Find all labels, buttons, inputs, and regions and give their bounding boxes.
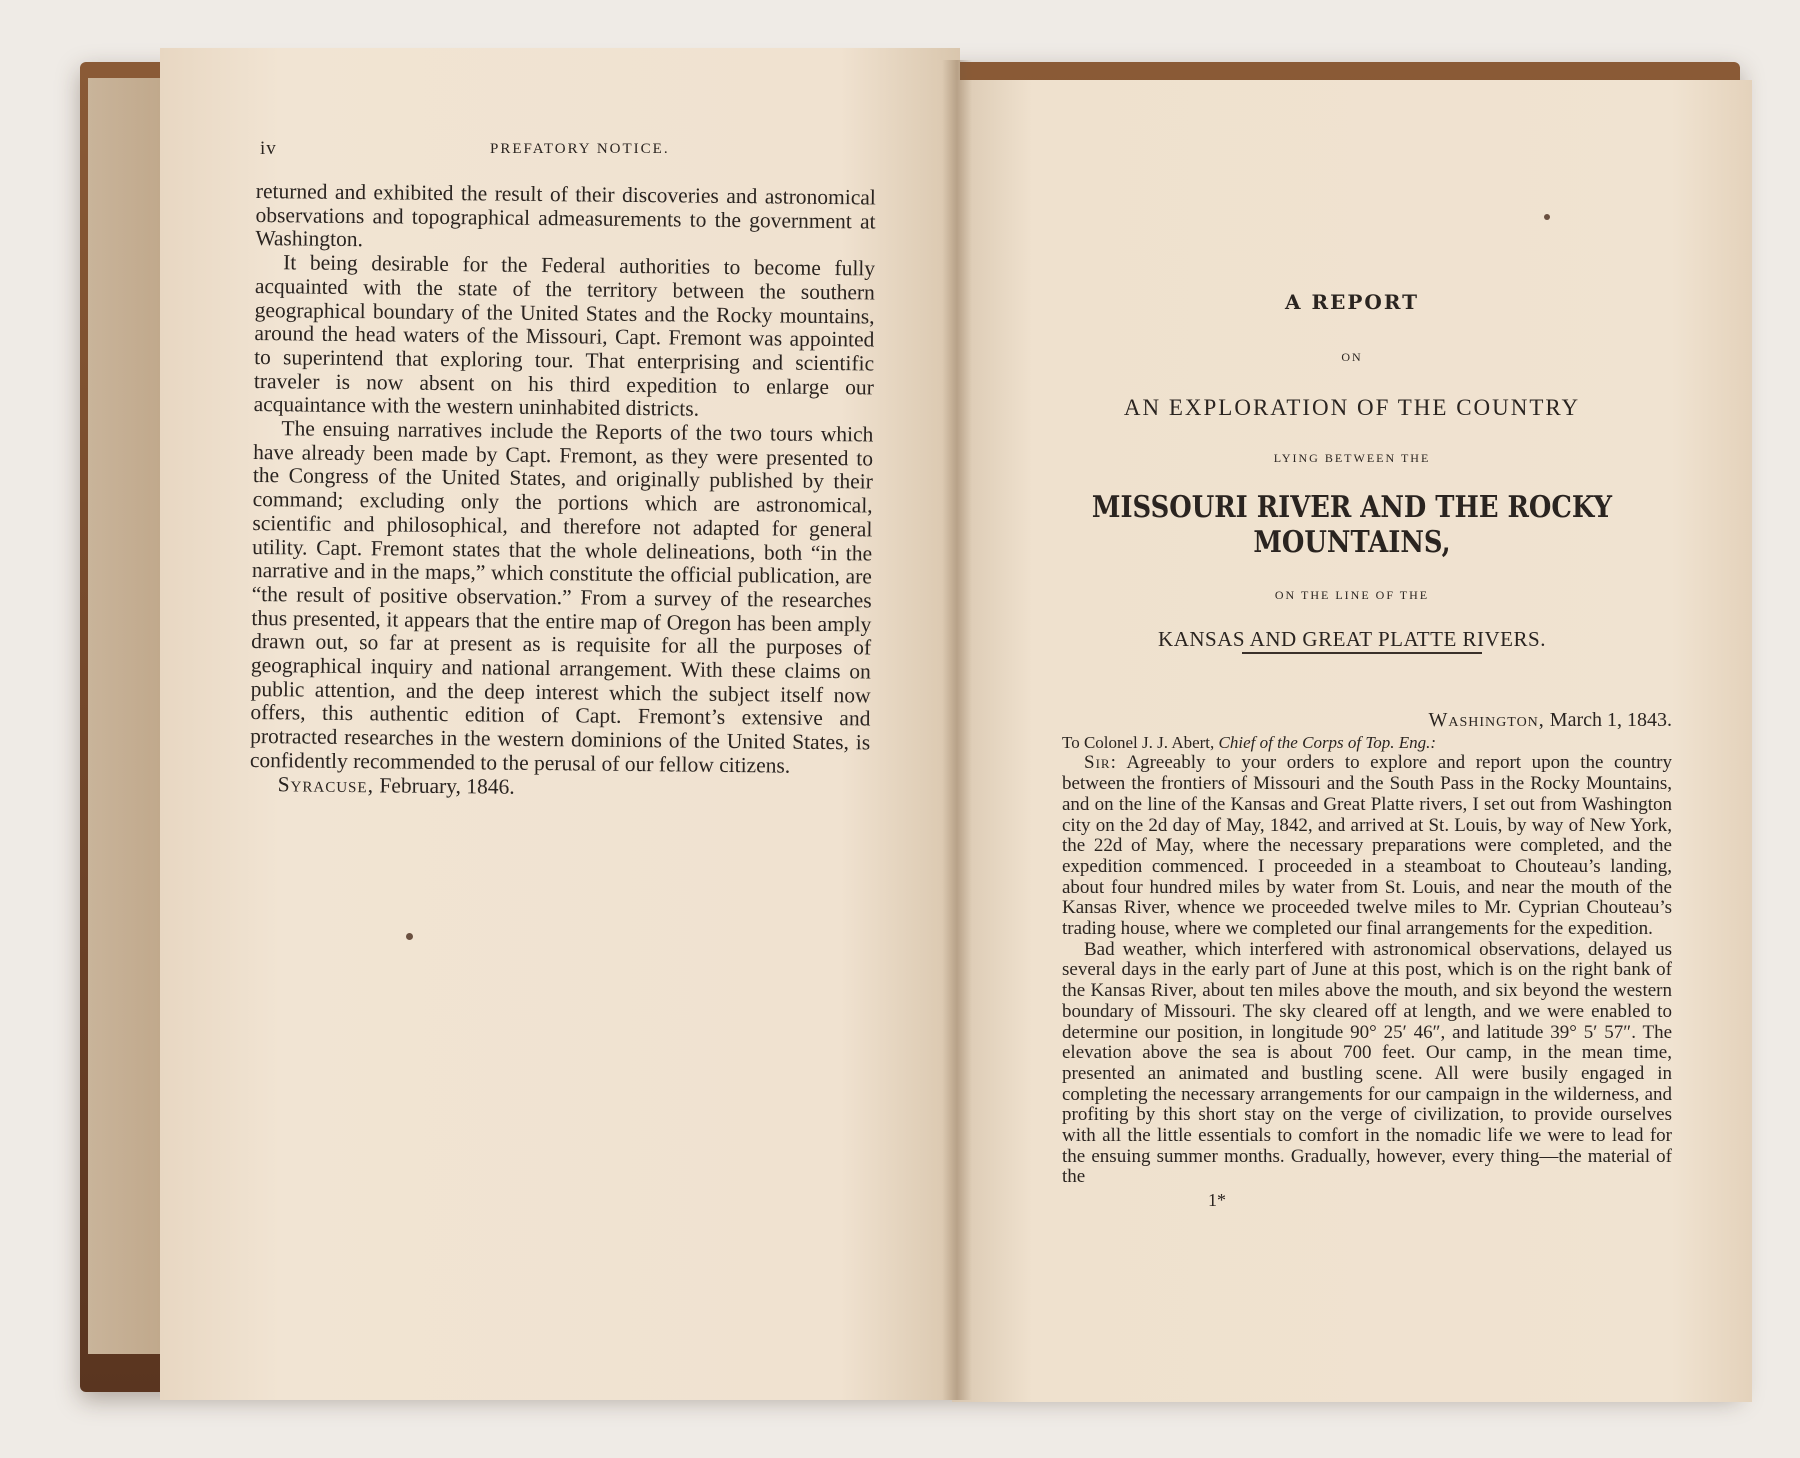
right-page (952, 80, 1752, 1402)
report-body (1062, 710, 1672, 1188)
ink-spot (1544, 214, 1550, 220)
dateline (1062, 710, 1672, 731)
left-page-header (260, 138, 880, 168)
title-page-block (952, 290, 1752, 652)
title-rule (1242, 652, 1482, 654)
paragraph-text: Agreeably to your orders to explore and report upon the country between the frontiers of Missouri and the South Pass in the Rocky Mountains, and on the line of the Kansas and Great Platte rivers, I set out from Washington city on the 2d day of May, 1842, and arrived at St. Louis, by way of New York, the 22d of May, where the necessary preparations were completed, and the expedition commenced. I proceeded in a steamboat to Chouteau’s landing, about four hundred miles by water from St. Louis, and near the mouth of the Kansas River, whence we proceeded twelve miles to Mr. Cyprian Chouteau’s trading house, where we completed our final arrangements for the expedition. (1062, 752, 1673, 940)
paragraph: It being desirable for the Federal authorities to become fully acquainted with the state of the territory between the southern geographical boundary of the United States and the Rocky mountains, around the head waters of the Missouri, Capt. Fremont was appointed to superintend that exploring tour. That enterprising and scientific traveler is now absent on his third expedition to enlarge our acquaintance with the western uninhabited districts. (253, 250, 876, 421)
title-on: ON (1341, 350, 1363, 364)
prefatory-notice-body (250, 180, 876, 803)
addressee (1062, 733, 1672, 754)
title-main: MISSOURI RIVER AND THE ROCKY MOUNTAINS, (1091, 490, 1613, 560)
signoff-place: Syracuse, (277, 771, 375, 797)
dateline-date: March 1, 1843. (1549, 709, 1672, 731)
salutation: Sir: (1084, 752, 1117, 774)
addressee-title: Chief of the Corps of Top. Eng.: (1218, 732, 1437, 752)
title-lying: LYING BETWEEN THE (1273, 451, 1431, 465)
dateline-place: Washington, (1428, 709, 1545, 731)
left-page (160, 48, 960, 1400)
paragraph (1062, 753, 1672, 939)
paragraph: returned and exhibited the result of their discoveries and astronomical observations and topographical admeasurements to the government at Washington. (255, 179, 876, 252)
signoff-date: February, 1846. (379, 772, 515, 799)
running-head: PREFATORY NOTICE. (490, 141, 670, 157)
signature-mark: 1* (1208, 1190, 1226, 1210)
page-number: iv (260, 138, 277, 159)
paragraph: The ensuing narratives include the Reports of the two tours which have already been made by Capt. Fremont, as they were presented to the Congress of the United States, and originally published by their command; excluding only the portions which are astronomical, scientific and philosophical, and therefore not adapted for general utility. Capt. Fremont states that the whole delineations, both “in the narrative and in the maps,” which constitute the official publication, are “the result of positive observation.” From a survey of the researches thus presented, it appears that the entire map of Oregon has been amply drawn out, so far at present as is requisite for all the purposes of geographical inquiry and national arrangement. With these claims on public attention, and the deep interest which the subject itself now offers, this authentic edition of Capt. Fremont’s extensive and protracted researches in the western dominions of the United States, is confidently recommended to the perusal of our fellow citizens. (249, 416, 874, 778)
book-gutter (942, 60, 972, 1400)
title-line-of: ON THE LINE OF THE (1274, 588, 1430, 602)
title-kansas: KANSAS AND GREAT PLATTE RIVERS. (1158, 627, 1546, 651)
paragraph: Bad weather, which interfered with astronomical observations, delayed us several days in the early part of June at this post, which is on the right bank of the Kansas River, about ten miles above the mouth, and six beyond the western boundary of Missouri. The sky cleared off at length, and we were enabled to determine our position, in longitude 90° 25′ 46″, and latitude 39° 5′ 57″. The elevation above the sea is about 700 feet. Our camp, in the mean time, presented an animated and bustling scene. All were busily engaged in completing the necessary arrangements for our campaign in the wilderness, and profiting by this short stay on the verge of civilization, to provide ourselves with all the little essentials to comfort in the nomadic life we were to lead for the ensuing summer months. Gradually, however, every thing—the material of the (1062, 938, 1672, 1188)
title-exploration: AN EXPLORATION OF THE COUNTRY (1123, 395, 1581, 420)
addressee-prefix: To Colonel J. J. Abert, (1062, 732, 1215, 752)
ink-spot (406, 933, 413, 940)
title-a-report: A REPORT (1285, 290, 1419, 314)
